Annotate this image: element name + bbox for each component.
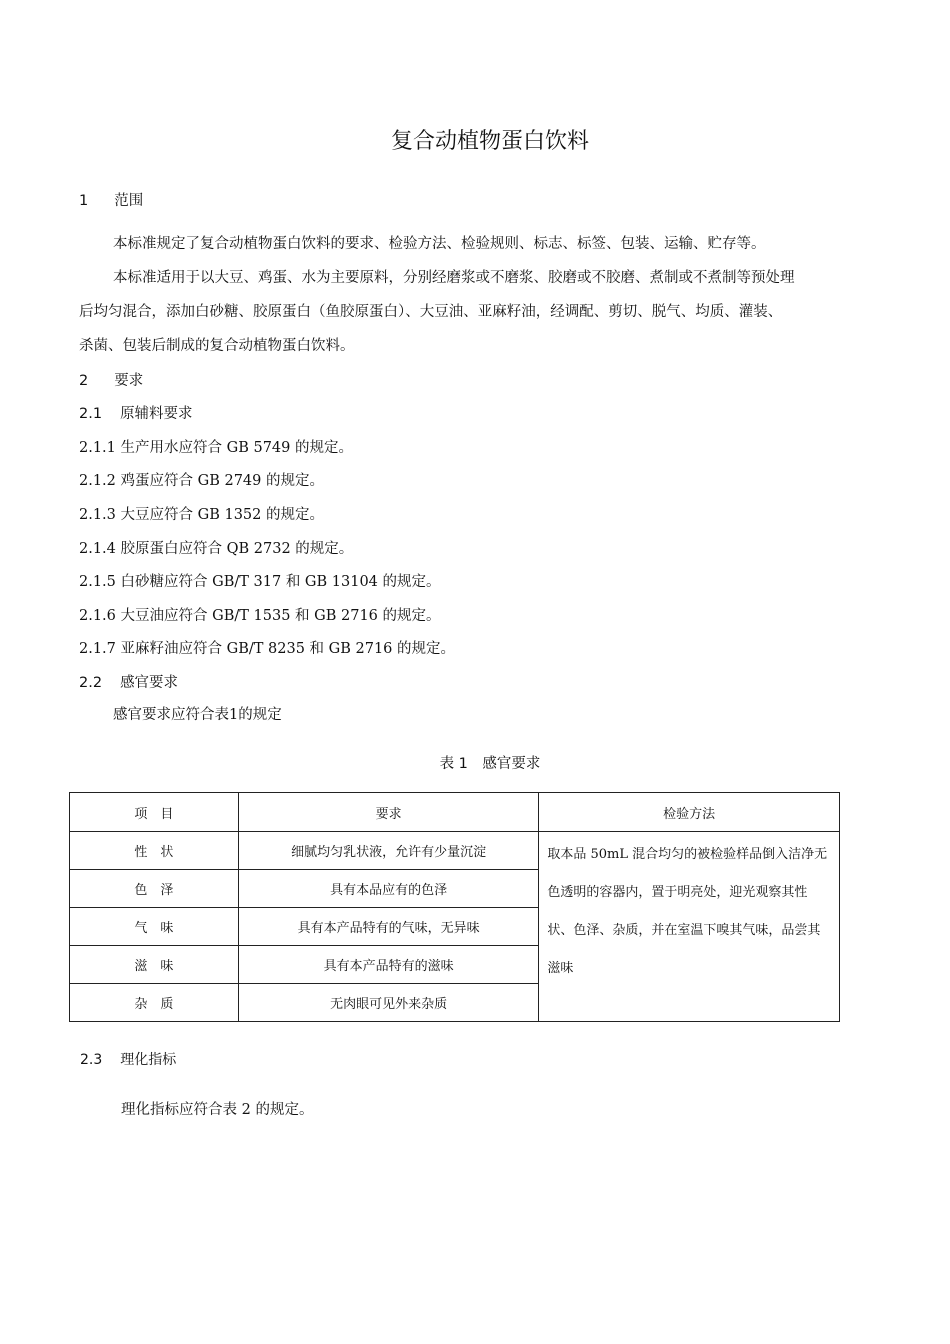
item-cell: 杂 质 [70,984,239,1022]
clause-2-1-2: 2.1.2 鸡蛋应符合 GB 2749 的规定。 [79,473,324,489]
clause-2-1-5: 2.1.5 白砂糖应符合 GB/T 317 和 GB 13104 的规定。 [79,574,441,590]
section-title: 感官要求 [120,675,179,691]
header-cell-method: 检验方法 [539,793,840,832]
item-cell: 滋 味 [70,946,239,984]
header-cell-requirement: 要求 [238,793,539,832]
section-number: 2.2 [79,675,103,691]
section-2-2-text: 感官要求应符合表1的规定 [113,707,282,723]
item-cell: 性 状 [70,832,239,870]
method-cell: 取本品 50mL 混合均匀的被检验样品倒入洁净无色透明的容器内，置于明亮处，迎光观察其性状、色泽、杂质，并在室温下嗅其气味，品尝其滋味 [539,832,840,1022]
sensory-requirements-table [69,792,840,1022]
section-title: 原辅料要求 [120,406,193,422]
section-number: 2.3 [80,1052,103,1068]
section-2-heading [79,369,143,390]
section-2-1-heading [79,402,193,423]
section-title: 要求 [114,373,144,389]
header-cell-item: 项 目 [70,793,239,832]
clause-2-1-1: 2.1.1 生产用水应符合 GB 5749 的规定。 [79,440,353,456]
table-1-caption: 表 1 感官要求 [439,756,541,772]
requirement-cell: 细腻均匀乳状液，允许有少量沉淀 [238,832,539,870]
requirement-cell: 具有本产品特有的滋味 [238,946,539,984]
scope-paragraph-1: 本标准规定了复合动植物蛋白饮料的要求、检验方法、检验规则、标志、标签、包装、运输、贮存等。 [113,236,766,252]
table-header-row [70,793,840,832]
clause-2-1-7: 2.1.7 亚麻籽油应符合 GB/T 8235 和 GB 2716 的规定。 [79,641,456,657]
requirement-cell: 具有本产品特有的气味，无异味 [238,908,539,946]
scope-paragraph-2: 本标准适用于以大豆、鸡蛋、水为主要原料，分别经磨浆或不磨浆、胶磨或不胶磨、煮制或不煮制等预处理 后均匀混合，添加白砂糖、胶原蛋白（鱼胶原蛋白）、大豆油、亚麻籽油，经调配、剪切、脱气、均质、灌装、 杀菌、包装后制成的复合动植物蛋白饮料。 [79,270,795,354]
section-title: 理化指标 [120,1052,177,1068]
item-cell: 气 味 [70,908,239,946]
document-title: 复合动植物蛋白饮料 [390,129,589,154]
section-number: 2 [79,373,89,389]
section-2-3-heading [80,1049,176,1069]
section-2-3-text: 理化指标应符合表 2 的规定。 [121,1102,314,1118]
item-cell: 色 泽 [70,870,239,908]
clause-2-1-6: 2.1.6 大豆油应符合 GB/T 1535 和 GB 2716 的规定。 [79,608,441,624]
section-1-heading [79,189,143,210]
clause-2-1-4: 2.1.4 胶原蛋白应符合 QB 2732 的规定。 [79,541,354,557]
clause-2-1-3: 2.1.3 大豆应符合 GB 1352 的规定。 [79,507,324,523]
section-title: 范围 [114,193,144,209]
requirement-cell: 无肉眼可见外来杂质 [238,984,539,1022]
section-number: 2.1 [79,406,103,422]
table-row [70,832,840,870]
section-2-2-heading [79,671,178,692]
section-number: 1 [79,193,89,209]
requirement-cell: 具有本品应有的色泽 [238,870,539,908]
